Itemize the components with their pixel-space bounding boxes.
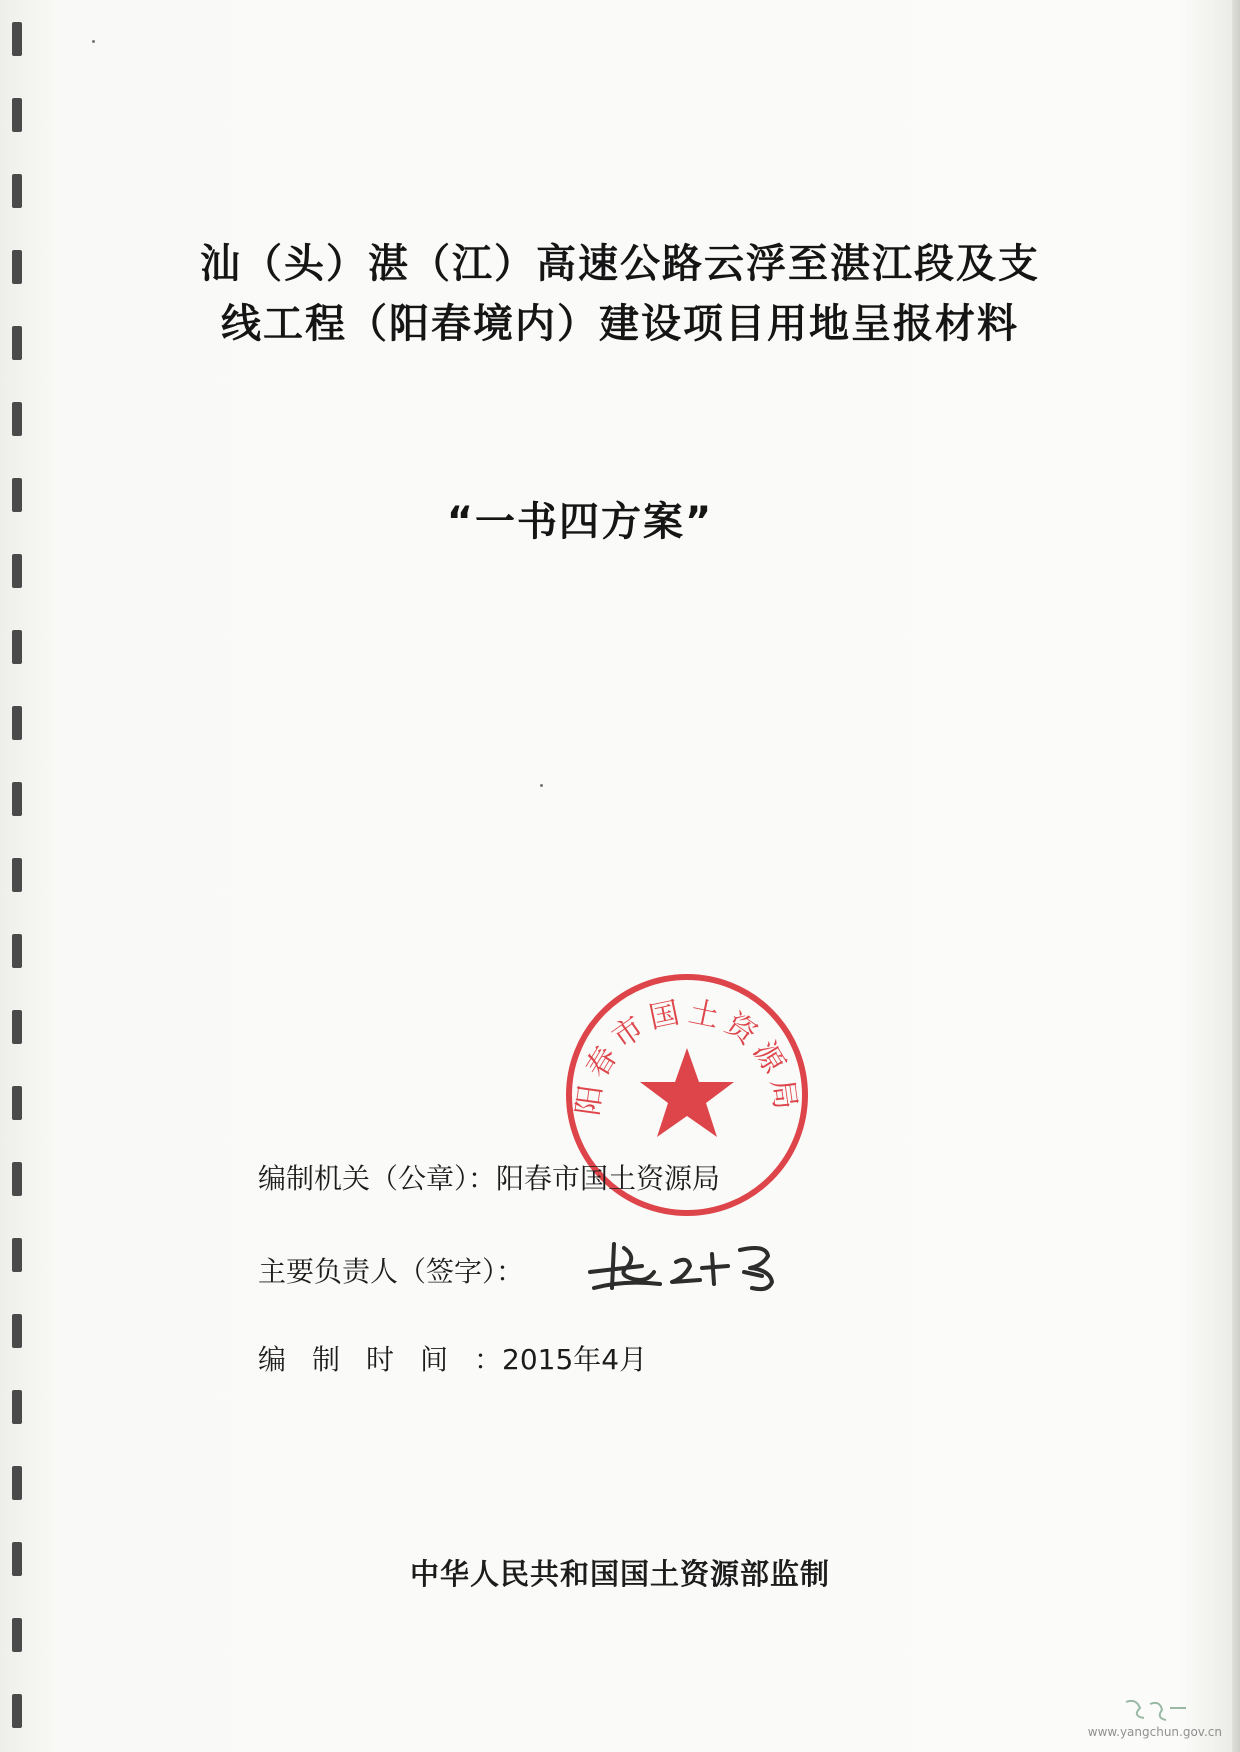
binding-hole <box>12 934 22 968</box>
binding-hole <box>12 1314 22 1348</box>
compiling-organization-label: 编制机关（公章）： <box>258 1162 497 1195</box>
watermark-url: www.yangchun.gov.cn <box>1087 1725 1222 1739</box>
seal-star-icon <box>640 1048 734 1137</box>
binding-hole <box>12 1694 22 1728</box>
compiled-date-colon: ： <box>474 1343 503 1376</box>
responsible-person-label: 主要负责人（签字）： <box>258 1255 525 1288</box>
binding-hole <box>12 1010 22 1044</box>
binding-hole <box>12 858 22 892</box>
binding-hole <box>12 174 22 208</box>
binding-hole <box>12 1466 22 1500</box>
binding-hole <box>12 1390 22 1424</box>
compiling-organization-row <box>258 1157 720 1197</box>
binding-hole <box>12 554 22 588</box>
scan-speck <box>92 40 95 43</box>
compiling-organization-value: 阳春市国土资源局 <box>496 1162 721 1195</box>
binding-hole <box>12 1162 22 1196</box>
handwritten-signature <box>584 1236 804 1296</box>
binding-hole <box>12 782 22 816</box>
seal-text: 阳春市国土资源局 <box>570 994 804 1118</box>
compiled-date-value: 2015年4月 <box>502 1343 648 1376</box>
document-title-line-2: 线工程（阳春境内）建设项目用地呈报材料 <box>221 301 1019 347</box>
compiled-date-row <box>258 1338 647 1378</box>
binding-hole <box>12 630 22 664</box>
document-title-line-1: 汕（头）湛（江）高速公路云浮至湛江段及支 <box>200 241 1040 287</box>
binding-hole <box>12 1238 22 1272</box>
compiled-date-label: 编制时间 <box>258 1343 475 1376</box>
responsible-person-row <box>258 1250 524 1290</box>
site-watermark <box>1066 1696 1226 1742</box>
binding-hole <box>12 706 22 740</box>
binding-hole <box>12 98 22 132</box>
binding-hole <box>12 1618 22 1652</box>
scan-speck <box>540 784 543 787</box>
document-subtitle: “一书四方案” <box>446 499 714 545</box>
binding-hole <box>12 402 22 436</box>
binding-hole <box>12 22 22 56</box>
binding-hole <box>12 1086 22 1120</box>
watermark-logo-icon <box>1126 1701 1186 1720</box>
supervising-authority-footer: 中华人民共和国国土资源部监制 <box>409 1557 830 1591</box>
